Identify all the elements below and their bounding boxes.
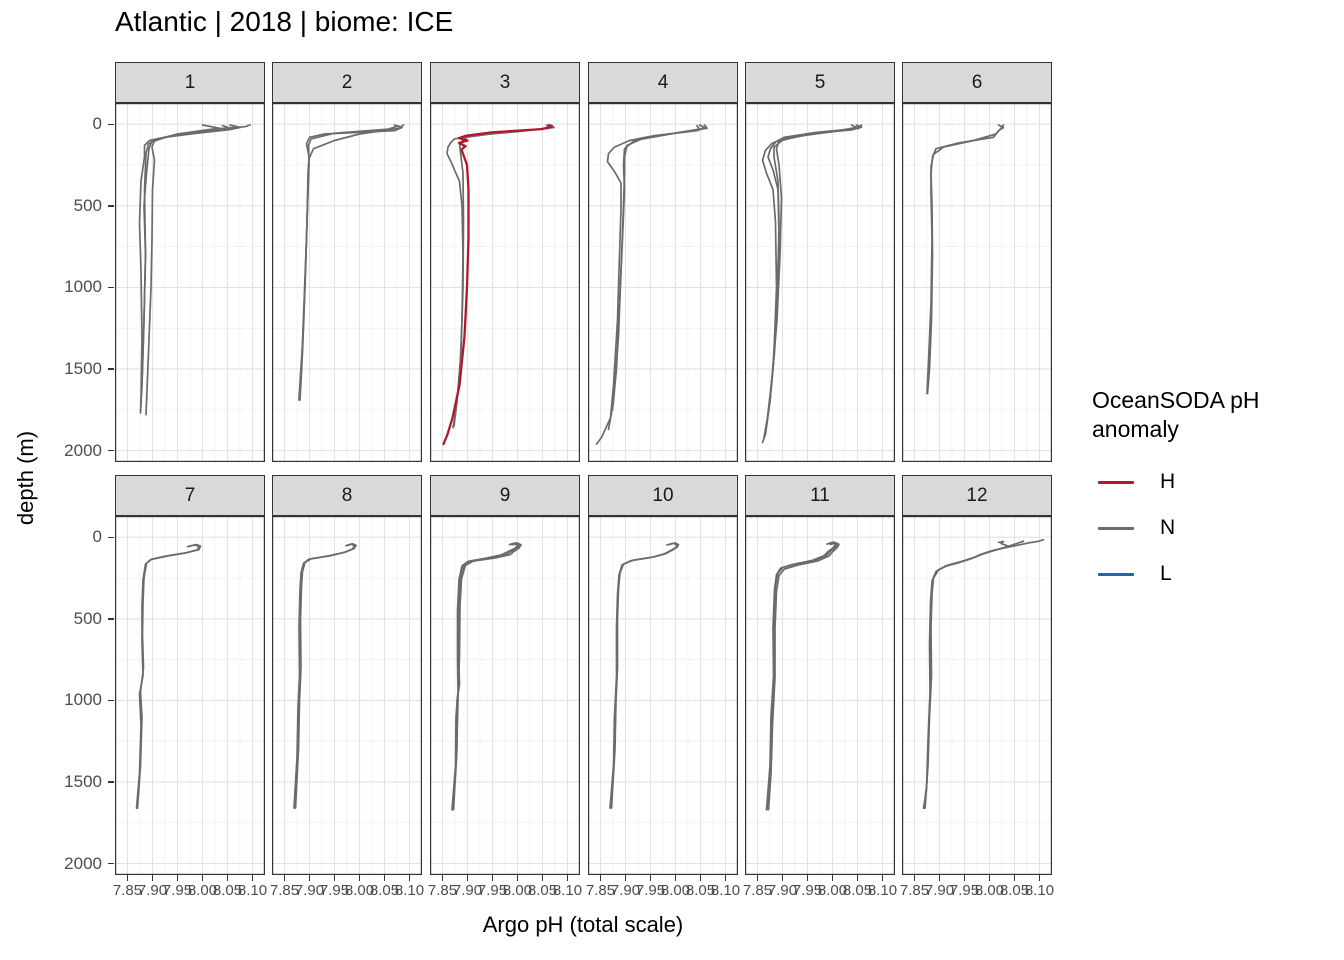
- y-tick-mark: [108, 205, 114, 207]
- x-tick-label: 8.00: [817, 882, 848, 899]
- x-tick-label: 8.00: [187, 882, 218, 899]
- y-tick-mark: [108, 537, 114, 539]
- x-tick-mark: [334, 875, 336, 881]
- x-tick-mark: [227, 875, 229, 881]
- facet-panel-7: [115, 516, 265, 875]
- legend-entry-label: H: [1160, 470, 1176, 493]
- x-tick-mark: [202, 875, 204, 881]
- profile-line-N: [146, 125, 250, 415]
- facet-strip-1: 1: [115, 62, 265, 103]
- x-tick-label: 8.05: [685, 882, 716, 899]
- x-tick-mark: [882, 875, 884, 881]
- x-tick-mark: [675, 875, 677, 881]
- y-tick-label: 0: [92, 114, 102, 134]
- x-tick-mark: [542, 875, 544, 881]
- x-tick-label: 8.05: [212, 882, 243, 899]
- profile-line-N: [454, 543, 520, 810]
- x-tick-mark: [1039, 875, 1041, 881]
- facet-strip-2: 2: [272, 62, 422, 103]
- x-tick-label: 7.85: [112, 882, 143, 899]
- x-tick-mark: [127, 875, 129, 881]
- x-tick-label: 8.10: [394, 882, 425, 899]
- x-tick-mark: [517, 875, 519, 881]
- x-tick-mark: [492, 875, 494, 881]
- x-tick-mark: [914, 875, 916, 881]
- legend-entry-label: N: [1160, 516, 1176, 539]
- facet-panel-6: [902, 103, 1052, 462]
- x-tick-label: 8.00: [660, 882, 691, 899]
- x-tick-mark: [567, 875, 569, 881]
- profile-line-N: [770, 126, 859, 402]
- x-tick-label: 7.95: [477, 882, 508, 899]
- x-tick-mark: [252, 875, 254, 881]
- x-tick-label: 7.90: [767, 882, 798, 899]
- x-tick-mark: [989, 875, 991, 881]
- x-tick-label: 7.95: [792, 882, 823, 899]
- x-tick-label: 7.90: [924, 882, 955, 899]
- y-tick-mark: [108, 781, 114, 783]
- y-tick-label: 1500: [64, 359, 102, 378]
- legend: [1092, 386, 1337, 585]
- facet-panel-2: [272, 103, 422, 462]
- x-tick-mark: [467, 875, 469, 881]
- legend-title: OceanSODA pH anomaly: [1092, 387, 1260, 442]
- legend-key-line-L: [1098, 572, 1134, 576]
- x-tick-label: 7.90: [137, 882, 168, 899]
- x-tick-mark: [700, 875, 702, 881]
- profile-line-N: [767, 125, 857, 426]
- x-tick-mark: [309, 875, 311, 881]
- x-tick-label: 7.95: [635, 882, 666, 899]
- profile-line-N: [924, 542, 1009, 809]
- x-tick-label: 7.90: [294, 882, 325, 899]
- facet-strip-9: 9: [430, 475, 580, 516]
- x-tick-label: 8.10: [237, 882, 268, 899]
- facet-panel-9: [430, 516, 580, 875]
- x-tick-label: 8.00: [502, 882, 533, 899]
- y-tick-label: 1000: [64, 690, 102, 710]
- y-tick-label: 2000: [64, 440, 102, 460]
- profile-line-N: [924, 541, 1024, 808]
- x-tick-label: 8.00: [344, 882, 375, 899]
- x-tick-mark: [757, 875, 759, 881]
- x-tick-label: 7.95: [949, 882, 980, 899]
- x-tick-label: 7.90: [452, 882, 483, 899]
- x-tick-mark: [625, 875, 627, 881]
- x-tick-label: 7.85: [585, 882, 616, 899]
- x-tick-mark: [177, 875, 179, 881]
- facet-strip-11: 11: [745, 475, 895, 516]
- x-tick-label: 7.95: [319, 882, 350, 899]
- x-tick-label: 8.05: [369, 882, 400, 899]
- legend-entry-label: L: [1160, 562, 1172, 585]
- facet-strip-6: 6: [902, 62, 1052, 103]
- y-tick-label: 1500: [64, 772, 102, 791]
- facet-strip-3: 3: [430, 62, 580, 103]
- facet-panel-8: [272, 516, 422, 875]
- y-tick-mark: [108, 700, 114, 702]
- y-tick-mark: [108, 618, 114, 620]
- x-tick-label: 8.10: [1024, 882, 1055, 899]
- x-tick-mark: [939, 875, 941, 881]
- x-tick-label: 8.10: [552, 882, 583, 899]
- profile-line-N: [453, 543, 521, 809]
- y-tick-label: 500: [73, 608, 102, 628]
- x-tick-label: 8.00: [974, 882, 1005, 899]
- facet-panel-4: [588, 103, 738, 462]
- x-tick-label: 8.05: [842, 882, 873, 899]
- x-tick-label: 8.10: [710, 882, 741, 899]
- x-tick-mark: [384, 875, 386, 881]
- x-tick-label: 7.85: [899, 882, 930, 899]
- y-tick-label: 0: [92, 527, 102, 547]
- y-tick-mark: [108, 124, 114, 126]
- x-tick-mark: [284, 875, 286, 881]
- x-tick-mark: [600, 875, 602, 881]
- x-tick-mark: [359, 875, 361, 881]
- x-tick-mark: [857, 875, 859, 881]
- facet-strip-7: 7: [115, 475, 265, 516]
- y-tick-label: 2000: [64, 853, 102, 873]
- y-tick-mark: [108, 368, 114, 370]
- profile-line-N: [294, 544, 355, 808]
- legend-key-line-N: [1098, 526, 1134, 530]
- y-tick-mark: [108, 863, 114, 865]
- x-tick-label: 8.05: [999, 882, 1030, 899]
- x-axis-title: Argo pH (total scale): [482, 912, 684, 937]
- x-tick-label: 7.85: [742, 882, 773, 899]
- x-tick-label: 7.90: [610, 882, 641, 899]
- profile-line-N: [299, 125, 402, 400]
- legend-key-line-H: [1098, 480, 1134, 484]
- profile-line-N: [138, 545, 201, 809]
- facet-panel-1: [115, 103, 265, 462]
- profile-line-N: [300, 125, 404, 400]
- facet-strip-4: 4: [588, 62, 738, 103]
- profile-line-N: [925, 540, 1044, 808]
- profile-line-N: [299, 126, 399, 399]
- profile-line-N: [769, 543, 840, 810]
- profile-line-N: [612, 543, 679, 808]
- y-tick-mark: [108, 287, 114, 289]
- legend-entry-L: [1098, 561, 1172, 587]
- x-tick-mark: [1014, 875, 1016, 881]
- x-tick-mark: [409, 875, 411, 881]
- facet-panel-10: [588, 516, 738, 875]
- x-tick-label: 7.95: [162, 882, 193, 899]
- y-tick-label: 500: [73, 195, 102, 215]
- facet-panel-11: [745, 516, 895, 875]
- x-tick-mark: [964, 875, 966, 881]
- facet-strip-5: 5: [745, 62, 895, 103]
- x-tick-mark: [650, 875, 652, 881]
- facet-strip-10: 10: [588, 475, 738, 516]
- x-tick-mark: [832, 875, 834, 881]
- x-tick-mark: [807, 875, 809, 881]
- y-tick-mark: [108, 450, 114, 452]
- facet-panel-12: [902, 516, 1052, 875]
- x-tick-mark: [152, 875, 154, 881]
- legend-entry-H: [1098, 469, 1175, 495]
- x-tick-label: 8.05: [527, 882, 558, 899]
- x-tick-mark: [782, 875, 784, 881]
- profile-line-N: [610, 543, 677, 808]
- plot-title: Atlantic | 2018 | biome: ICE: [115, 6, 454, 37]
- y-tick-label: 1000: [64, 277, 102, 297]
- x-tick-mark: [442, 875, 444, 881]
- x-tick-label: 7.85: [269, 882, 300, 899]
- x-tick-label: 7.85: [427, 882, 458, 899]
- profile-line-H: [444, 125, 552, 444]
- facet-strip-12: 12: [902, 475, 1052, 516]
- y-axis-title: depth (m): [13, 430, 38, 526]
- facet-panel-5: [745, 103, 895, 462]
- facet-strip-8: 8: [272, 475, 422, 516]
- facet-panel-3: [430, 103, 580, 462]
- x-tick-label: 8.10: [867, 882, 898, 899]
- legend-entry-N: [1098, 515, 1175, 541]
- x-tick-mark: [725, 875, 727, 881]
